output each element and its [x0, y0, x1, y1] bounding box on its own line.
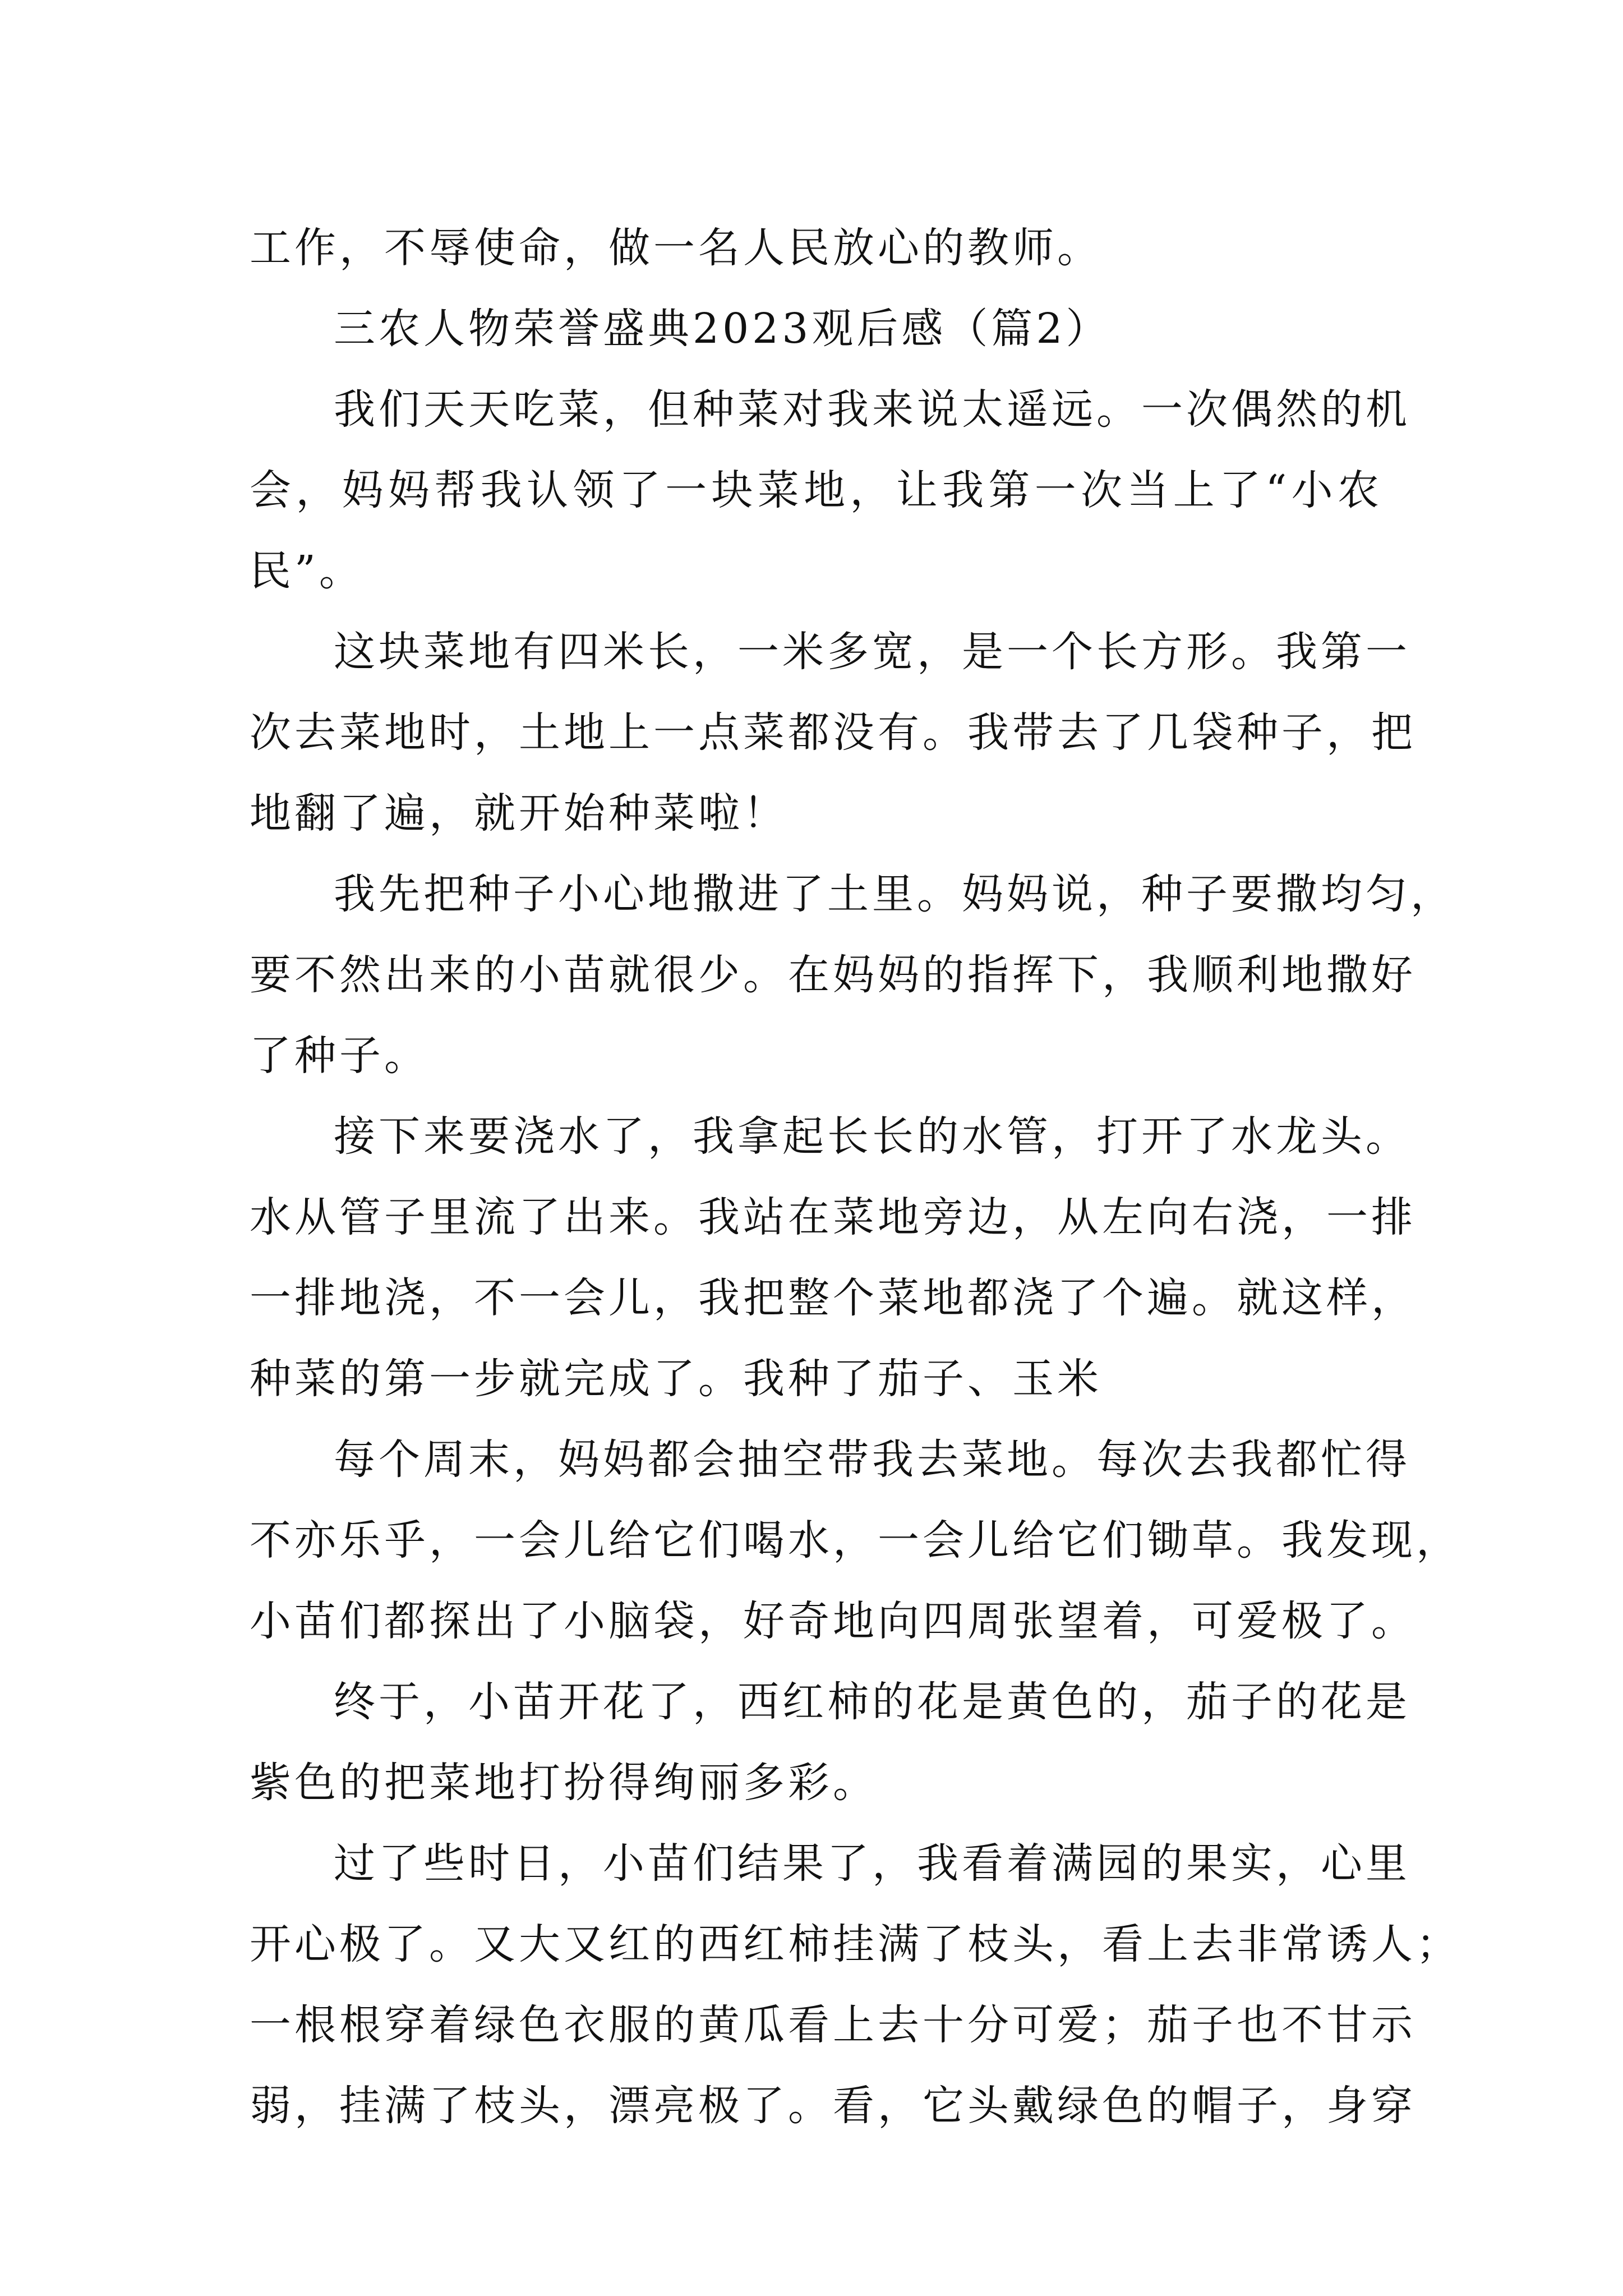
text-line-10: 要不然出来的小苗就很少。在妈妈的指挥下，我顺利地撒好 — [250, 951, 1416, 999]
text-line-21: 过了些时日，小苗们结果了，我看着满园的果实，心里 — [334, 1839, 1410, 1888]
text-line-18: 小苗们都探出了小脑袋，好奇地向四周张望着，可爱极了。 — [250, 1597, 1416, 1645]
document-body — [250, 208, 1461, 2146]
text-line-12: 接下来要浇水了，我拿起长长的水管，打开了水龙头。 — [334, 1112, 1410, 1161]
text-line-7: 次去菜地时，土地上一点菜都没有。我带去了几袋种子，把 — [250, 708, 1416, 757]
text-line-9: 我先把种子小心地撒进了土里。妈妈说，种子要撒均匀， — [334, 870, 1455, 918]
text-line-20: 紫色的把菜地打扮得绚丽多彩。 — [250, 1759, 878, 1807]
text-line-22: 开心极了。又大又红的西红柿挂满了枝头，看上去非常诱人； — [250, 1920, 1461, 1968]
text-line-13: 水从管子里流了出来。我站在菜地旁边，从左向右浇，一排 — [250, 1193, 1416, 1241]
text-line-14: 一排地浇，不一会儿，我把整个菜地都浇了个遍。就这样， — [250, 1274, 1416, 1322]
text-line-17: 不亦乐乎，一会儿给它们喝水，一会儿给它们锄草。我发现， — [250, 1516, 1461, 1565]
text-line-19: 终于，小苗开花了，西红柿的花是黄色的，茄子的花是 — [334, 1678, 1410, 1726]
text-line-6: 这块菜地有四米长，一米多宽，是一个长方形。我第一 — [334, 628, 1410, 676]
text-line-23: 一根根穿着绿色衣服的黄瓜看上去十分可爱；茄子也不甘示 — [250, 2001, 1416, 2049]
text-line-24: 弱，挂满了枝头，漂亮极了。看，它头戴绿色的帽子，身穿 — [250, 2082, 1416, 2130]
section-heading: 三农人物荣誉盛典2023观后感（篇2） — [334, 305, 1111, 353]
text-line-8: 地翻了遍，就开始种菜啦！ — [250, 789, 788, 838]
text-line-16: 每个周末，妈妈都会抽空带我去菜地。每次去我都忙得 — [334, 1435, 1410, 1484]
text-line-3: 我们天天吃菜，但种菜对我来说太遥远。一次偶然的机 — [334, 385, 1410, 434]
text-line-5: 民”。 — [250, 547, 364, 595]
text-line-15: 种菜的第一步就完成了。我种了茄子、玉米 — [250, 1355, 1102, 1403]
text-line-4: 会，妈妈帮我认领了一块菜地，让我第一次当上了“小农 — [250, 466, 1382, 514]
text-line-11: 了种子。 — [250, 1032, 429, 1080]
text-line-1: 工作，不辱使命，做一名人民放心的教师。 — [250, 224, 1102, 272]
